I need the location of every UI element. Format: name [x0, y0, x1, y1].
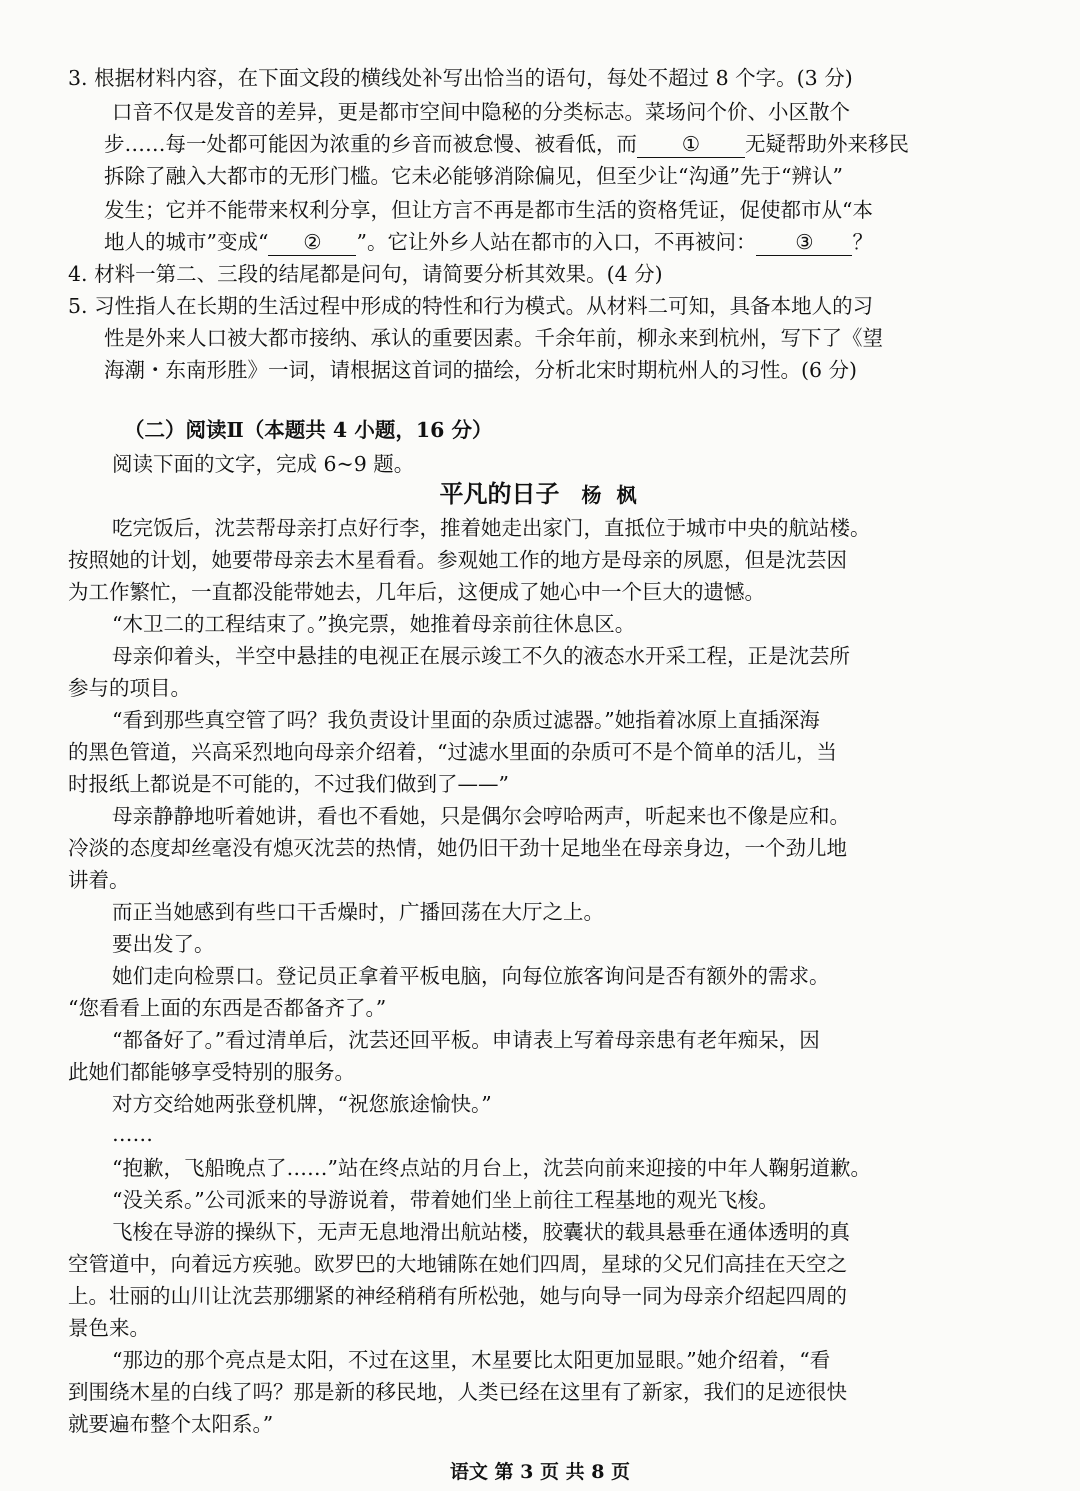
story-line: 飞梭在导游的操纵下，无声无息地滑出航站楼，胶囊状的载具悬垂在通体透明的真 [112, 1220, 850, 1244]
story-line: “那边的那个亮点是太阳，不过在这里，木星要比太阳更加显眼。”她介绍着，“看 [112, 1348, 831, 1372]
story-line: 此她们都能够享受特别的服务。 [68, 1060, 355, 1084]
question-3-passage-line: 拆除了融入大都市的无形门槛。它未必能够消除偏见，但至少让“沟通”先于“辨认” [104, 164, 843, 188]
story-line: 冷淡的态度却丝毫没有熄灭沈芸的热情，她仍旧干劲十足地坐在母亲身边，一个劲儿地 [68, 836, 847, 860]
question-5-line: 海潮・东南形胜》一词，请根据这首词的描绘，分析北宋时期杭州人的习性。(6 分) [104, 358, 858, 382]
page-footer: 语文 第 3 页 共 8 页 [449, 1461, 631, 1483]
question-5-line: 5. 习性指人在长期的生活过程中形成的特性和行为模式。从材料二可知，具备本地人的习 [68, 294, 874, 318]
story-line: 吃完饭后，沈芸帮母亲打点好行李，推着她走出家门，直抵位于城市中央的航站楼。 [112, 516, 871, 540]
story-line: 而正当她感到有些口干舌燥时，广播回荡在大厅之上。 [112, 900, 604, 924]
story-line: “抱歉，飞船晚点了……”站在终点站的月台上，沈芸向前来迎接的中年人鞠躬道歉。 [112, 1156, 871, 1180]
story-title-text: 平凡的日子 [439, 479, 560, 508]
story-line: “都备好了。”看过清单后，沈芸还回平板。申请表上写着母亲患有老年痴呆，因 [112, 1028, 820, 1052]
story-line: 她们走向检票口。登记员正拿着平板电脑，向每位旅客询问是否有额外的需求。 [112, 964, 830, 988]
story-line: 景色来。 [68, 1316, 150, 1340]
story-line: …… [112, 1122, 153, 1146]
story-line: 参与的项目。 [68, 676, 191, 700]
story-line: 对方交给她两张登机牌，“祝您旅途愉快。” [112, 1092, 492, 1116]
question-4: 4. 材料一第二、三段的结尾都是问句，请简要分析其效果。(4 分) [68, 262, 663, 286]
blank-2: ② [268, 229, 356, 256]
story-line: 按照她的计划，她要带母亲去木星看看。参观她工作的地方是母亲的夙愿，但是沈芸因 [68, 548, 847, 572]
story-line: 母亲仰着头，半空中悬挂的电视正在展示竣工不久的液态水开采工程，正是沈芸所 [112, 644, 850, 668]
question-3-passage-line: 步……每一处都可能因为浓重的乡音而被怠慢、被看低，而 ① 无疑帮助外来移民 [104, 132, 909, 156]
story-author: 杨 枫 [581, 483, 641, 507]
story-line: 上。壮丽的山川让沈芸那绷紧的神经稍稍有所松弛，她与向导一同为母亲介绍起四周的 [68, 1284, 847, 1308]
story-line: 时报纸上都说是不可能的，不过我们做到了——” [68, 772, 509, 796]
section-instruction: 阅读下面的文字，完成 6~9 题。 [112, 452, 415, 476]
story-line: 为工作繁忙，一直都没能带她去，几年后，这便成了她心中一个巨大的遗憾。 [68, 580, 765, 604]
story-line: 讲着。 [68, 868, 130, 892]
story-line: “您看看上面的东西是否都备齐了。” [68, 996, 387, 1020]
story-title [0, 478, 1080, 511]
story-line: 就要遍布整个太阳系。” [68, 1412, 274, 1436]
story-line: “看到那些真空管了吗？我负责设计里面的杂质过滤器。”她指着冰原上直插深海 [112, 708, 820, 732]
story-line: 空管道中，向着远方疾驰。欧罗巴的大地铺陈在她们四周，星球的父兄们高挂在天空之 [68, 1252, 847, 1276]
question-3-stem: 3. 根据材料内容，在下面文段的横线处补写出恰当的语句，每处不超过 8 个字。(3 分) [68, 66, 853, 90]
story-line: “没关系。”公司派来的导游说着，带着她们坐上前往工程基地的观光飞梭。 [112, 1188, 779, 1212]
story-line: “木卫二的工程结束了。”换完票，她推着母亲前往休息区。 [112, 612, 636, 636]
blank-3: ③ [756, 229, 852, 256]
question-3-passage-line: 发生；它并不能带来权利分享，但让方言不再是都市生活的资格凭证，促使都市从“本 [104, 198, 873, 222]
story-line: 到围绕木星的白线了吗？那是新的移民地，人类已经在这里有了新家，我们的足迹很快 [68, 1380, 847, 1404]
question-3-passage-line: 地人的城市”变成“ ② ”。它让外乡人站在都市的入口，不再被问： ③ ？ [104, 230, 873, 254]
story-line: 要出发了。 [112, 932, 215, 956]
section-heading: （二）阅读Ⅱ（本题共 4 小题，16 分） [124, 418, 493, 442]
story-line: 母亲静静地听着她讲，看也不看她，只是偶尔会哼哈两声，听起来也不像是应和。 [112, 804, 850, 828]
blank-1: ① [637, 131, 745, 158]
story-line: 的黑色管道，兴高采烈地向母亲介绍着，“过滤水里面的杂质可不是个简单的活儿，当 [68, 740, 837, 764]
question-3-passage-line: 口音不仅是发音的差异，更是都市空间中隐秘的分类标志。菜场问个价、小区散个 [112, 100, 850, 124]
question-5-line: 性是外来人口被大都市接纳、承认的重要因素。千余年前，柳永来到杭州，写下了《望 [104, 326, 883, 350]
